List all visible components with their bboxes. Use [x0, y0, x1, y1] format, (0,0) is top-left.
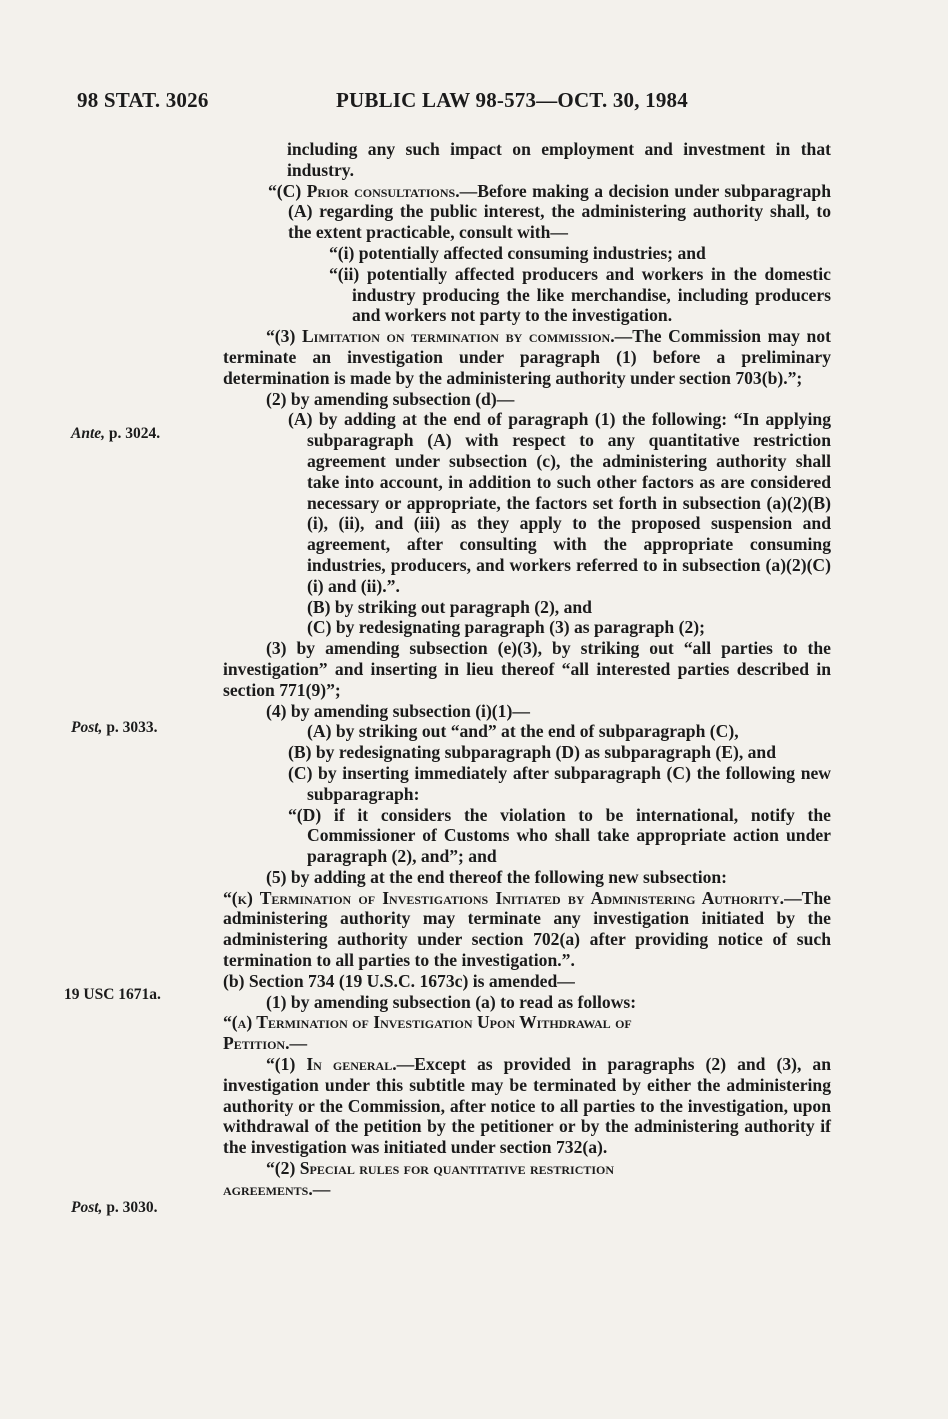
paragraph: (3) by amending subsection (e)(3), by striking out “all parties to the investigation” and inserting in lieu thereof “all interested parties described in section 771(9)”; — [223, 638, 831, 700]
margin-note-ante-3024 — [71, 425, 160, 443]
paragraph: including any such impact on employment and investment in that industry. — [287, 139, 831, 180]
section-text: —Before making a decision under subparagraph (A) regarding the public interest, the administering authority shall, to the extent practicable, consult with— — [288, 180, 831, 243]
paragraph: (5) by adding at the end thereof the following new subsection: — [266, 866, 728, 887]
section-text: —The Commission may not terminate an investigation under paragraph (1) before a preliminary determination is made by the administering authority under section 703(b).”; — [223, 326, 831, 388]
stat-page-number: 98 STAT. 3026 — [77, 88, 209, 112]
margin-note-text: 19 USC 1671a. — [64, 986, 161, 1003]
subsection-a-heading-cont: Petition.— — [223, 1033, 308, 1054]
section-heading: “(C) Prior consultations. — [268, 180, 460, 201]
paragraph: (4) by amending subsection (i)(1)— — [266, 700, 530, 721]
section-text: —The administering authority may terminate any investigation initiated by the administering authority under section 702(a) after providing notice of such termination to all parties to the investigation.”. — [223, 887, 831, 971]
paragraph: “(i) potentially affected consuming industries; and — [329, 242, 706, 263]
paragraph: “(ii) potentially affected producers and workers in the domestic industry producing the like merchandise, including producers and workers not party to the investigation. — [329, 263, 831, 326]
margin-note-text: p. 3033. — [102, 719, 158, 736]
section-heading: “(3) Limitation on termination by commission. — [266, 326, 615, 347]
paragraph-2-special-rules: “(2) Special rules for quantitative restriction — [266, 1158, 615, 1179]
margin-note-italic: Ante, — [71, 425, 106, 442]
margin-note-italic: Post, — [71, 719, 103, 736]
paragraph-c-prior-consultations — [223, 181, 831, 243]
subsection-a-heading: “(a) Termination of Investigation Upon Withdrawal of — [223, 1012, 632, 1033]
section-heading: “(1) In general. — [266, 1054, 397, 1075]
margin-note-post-3033 — [71, 719, 158, 737]
margin-note-italic: Post, — [71, 1199, 103, 1216]
paragraph: (C) by redesignating paragraph (3) as paragraph (2); — [307, 617, 705, 638]
section-text: —Except as provided in paragraphs (2) and (3), an investigation under this subtitle may be terminated by either the administering authority or the Commission, after notice to all parties to the investigation, upon withdrawal of the petition by the petitioner or by the administering authority if the investigation was initiated under section 732(a). — [223, 1054, 831, 1158]
margin-note-usc — [64, 986, 161, 1004]
paragraph-3-limitation — [223, 326, 831, 388]
paragraph: (B) by redesignating subparagraph (D) as subparagraph (E), and — [288, 742, 776, 763]
paragraph-2-special-rules-cont: agreements.— — [223, 1178, 331, 1199]
section-heading: “(k) Termination of Investigations Initiated by Administering Authority. — [223, 887, 785, 908]
paragraph: (A) by adding at the end of paragraph (1) the following: “In applying subparagraph (A) with respect to any quantitative restriction agreement under subsection (c), the administering authority shall take into account, in addition to such other factors as are considered necessary or appropriate, the factors set forth in subsection (a)(2)(B) (i), (ii), and (iii) as they apply to the proposed suspension and agreement, after consulting with the appropriate consuming industries, producers, and workers referred to in subsection (a)(2)(C) (i) and (ii).”. — [288, 409, 831, 596]
margin-note-text: p. 3024. — [105, 425, 161, 442]
margin-note-text: p. 3030. — [102, 1199, 158, 1216]
public-law-title: PUBLIC LAW 98-573—OCT. 30, 1984 — [336, 88, 688, 112]
margin-note-post-3030 — [71, 1199, 158, 1217]
paragraph: “(D) if it considers the violation to be international, notify the Commissioner of Customs who shall take appropriate action under paragraph (2), and”; and — [288, 804, 831, 867]
paragraph: (b) Section 734 (19 U.S.C. 1673c) is amended— — [223, 970, 575, 991]
statute-body — [223, 139, 831, 1200]
paragraph: (1) by amending subsection (a) to read as follows: — [266, 991, 637, 1012]
paragraph: (C) by inserting immediately after subparagraph (C) the following new subparagraph: — [288, 762, 831, 804]
subsection-k-termination — [223, 888, 831, 971]
paragraph: (2) by amending subsection (d)— — [266, 388, 515, 409]
paragraph: (A) by striking out “and” at the end of subparagraph (C), — [307, 721, 739, 742]
paragraph: (B) by striking out paragraph (2), and — [307, 596, 592, 617]
paragraph-1-in-general — [223, 1054, 831, 1158]
